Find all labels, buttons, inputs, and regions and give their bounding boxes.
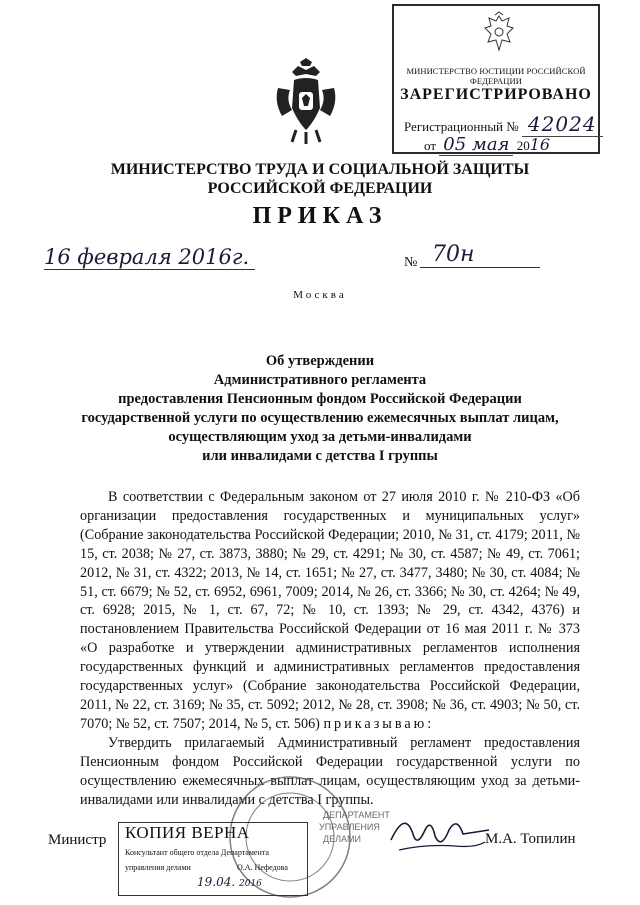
registration-year-suffix: 16 xyxy=(529,135,551,154)
round-seal-line: УПРАВЛЕНИЯ xyxy=(319,822,380,832)
order-number-label: № xyxy=(404,255,418,270)
order-body xyxy=(80,488,580,809)
document-type: ПРИКАЗ xyxy=(252,203,388,229)
registration-status: ЗАРЕГИСТРИРОВАНО xyxy=(400,86,592,103)
copy-stamp-day: 19.04. xyxy=(197,875,236,889)
ministry-line-2: РОССИЙСКОЙ ФЕДЕРАЦИИ xyxy=(207,180,433,197)
order-title xyxy=(40,352,600,466)
copy-stamp-year: 2016 xyxy=(239,879,262,889)
ministry-line-1: МИНИСТЕРСТВО ТРУДА И СОЦИАЛЬНОЙ ЗАЩИТЫ xyxy=(110,161,530,178)
round-seal-line: ДЕЛАМИ xyxy=(323,834,361,844)
coat-of-arms-icon xyxy=(270,58,342,148)
order-word: приказываю: xyxy=(323,715,435,732)
copy-certified-stamp xyxy=(118,822,308,896)
round-seal-line: ДЕПАРТАМЕНТ xyxy=(323,810,390,820)
city: Москва xyxy=(293,289,347,301)
registration-date-row xyxy=(424,134,550,155)
copy-stamp-position: Консультант общего отдела Департамента xyxy=(125,848,269,857)
copy-stamp-title: КОПИЯ ВЕРНА xyxy=(125,823,250,842)
title-line: государственной услуги по осуществлению ежемесячных выплат лицам, xyxy=(81,410,559,426)
title-line: Об утверждении xyxy=(265,353,375,369)
registration-year-prefix: 20 xyxy=(516,138,530,153)
registration-date-prefix: от xyxy=(424,138,437,153)
registration-ministry: МИНИСТЕРСТВО ЮСТИЦИИ РОССИЙСКОЙ ФЕДЕРАЦИИ xyxy=(406,66,586,86)
registration-number: 42024 xyxy=(522,112,603,137)
copy-stamp-department: управления делами xyxy=(125,863,191,872)
body-paragraph-2: Утвердить прилагаемый Административный регламент предоставления Пенсионным фондом Российской Федерации государственной услуги по осуществлению ежемесячных выплат лицам, осуществляющим уход за детьми-инвалидами или инвалидами с детства I группы. xyxy=(80,734,580,808)
registration-number-label: Регистрационный № xyxy=(404,119,519,134)
registration-stamp xyxy=(392,4,600,154)
body-paragraph-1 xyxy=(80,488,580,734)
handwritten-signature-icon xyxy=(385,800,495,870)
title-line: осуществляющим уход за детьми-инвалидами xyxy=(168,429,472,445)
eagle-emblem-icon xyxy=(482,12,516,56)
ministry-name xyxy=(0,160,640,198)
signatory-title: Министр xyxy=(48,832,107,848)
registration-number-row xyxy=(404,112,603,136)
title-line: или инвалидами с детства I группы xyxy=(202,448,438,464)
order-date: 16 февраля 2016г. xyxy=(44,245,255,270)
body-paragraph-1-text: В соответствии с Федеральным законом от 27 июля 2010 г. № 210-ФЗ «Об организации предоставления государственных и муниципальных услуг» (Собрание законодательства Российской Федерации; 2010, № 31, ст. 4179; 2011, № 15, ст. 2038; № 27, ст. 3873, 3880; № 29, ст. 4291; № 30, ст. 4587; № 49, ст. 7061; 2012, № 31, ст. 4322; 2013, № 14, ст. 1651; № 27, ст. 3477, 3480; № 30, ст. 4084; № 51, ст. 6679; № 52, ст. 6952, 6961, 7009; 2014, № 26, ст. 3366; № 30, ст. 4264; № 49, ст. 6928; 2015, № 1, ст. 67, 72; № 10, ст. 1393; № 29, ст. 4342, 4376) и постановлением Правительства Российской Федерации от 16 мая 2011 г. № 373 «О разработке и утверждении административных регламентов исполнения государственных функций и административных регламентов предоставления государственных услуг» (Собрание законодательства Российской Федерации, 2011, № 22, ст. 3169; № 35, ст. 5092; 2012, № 28, ст. 3908; № 36, ст. 4903; № 50, ст. 7070; № 52, ст. 7507; 2014, № 5, ст. 506) xyxy=(80,489,580,732)
title-line: предоставления Пенсионным фондом Российской Федерации xyxy=(118,391,522,407)
title-line: Административного регламента xyxy=(213,372,427,388)
registration-date: 05 мая xyxy=(439,134,513,156)
order-number: 70н xyxy=(420,242,540,268)
copy-stamp-signer: О.А. Нефедова xyxy=(237,863,288,872)
signatory-name: М.А. Топилин xyxy=(485,831,576,847)
copy-stamp-date xyxy=(197,875,262,889)
